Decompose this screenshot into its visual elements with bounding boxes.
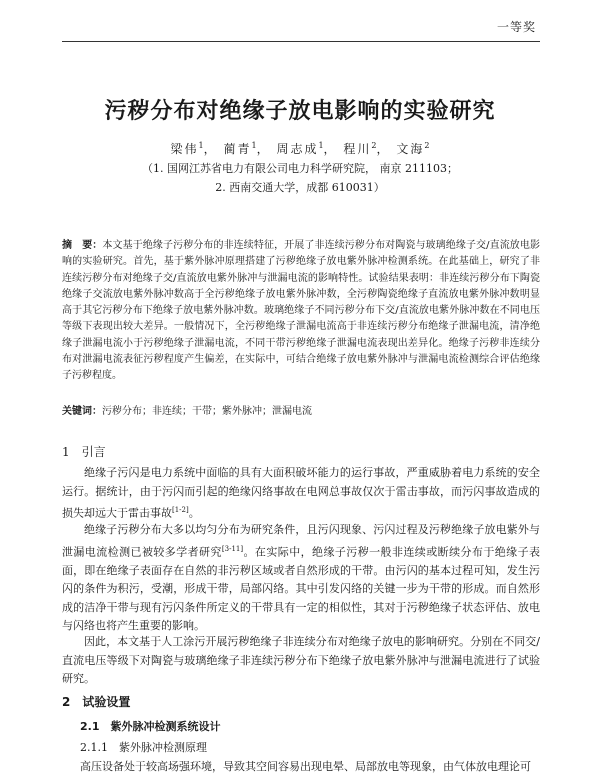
paragraph-text: 绝缘子污闪是电力系统中面临的具有大面积破坏能力的运行事故，严重威胁着电力系统的安全运行。据统计，由于污闪而引起的绝缘闪络事故在电网总事故仅次于雷击事故，而污闪事故造成的损失却远大于雷击事故 [62, 466, 540, 520]
author-affiliation-mark: 2 [424, 141, 430, 150]
author-name: 梁伟 [170, 142, 199, 156]
author-affiliation-mark: 2 [371, 141, 377, 150]
paragraph-text: 绝缘子污秽分布大多以均匀分布为研究条件，且污闪现象、污闪过程及污秽绝缘子放电紫外与泄漏电流检测已被较多学者研究 [62, 523, 540, 559]
citation: [1-2] [172, 506, 189, 514]
paragraph-text: 。 [188, 506, 200, 520]
author-separator: ， [323, 142, 338, 156]
intro-paragraph-2 [62, 521, 540, 636]
affiliation-line: 2. 西南交通大学，成都 610031） [215, 181, 385, 194]
keywords [62, 402, 540, 417]
author-list [0, 140, 600, 157]
affiliation-line: （1. 国网江苏省电力有限公司电力科学研究院， 南京 211103； [142, 162, 458, 175]
author-affiliation-mark: 1 [251, 141, 257, 150]
citation: [3-11] [221, 544, 244, 553]
keywords-text: 污秽分布；非连续；干带；紫外脉冲；泄漏电流 [102, 406, 312, 417]
author-name: 蔺青 [223, 142, 252, 156]
header-rule [62, 41, 540, 42]
paper-title: 污秽分布对绝缘子放电影响的实验研究 [104, 98, 496, 124]
author-name: 程川 [343, 142, 372, 156]
abstract-label: 摘 要： [62, 240, 103, 251]
author-affiliation-mark: 1 [318, 141, 324, 150]
author-separator: ， [203, 142, 218, 156]
paragraph-text: 。在实际中，绝缘子污秽一般非连续或断续分布于绝缘子表面，即在绝缘子表面存在自然的非污秽区域或者自然形成的干带。由污闪的基本过程可知，发生污闪的条件为积污，受潮，形成干带，局部闪络。其中引发闪络的关键一步为干带的形成。而自然形成的洁净干带与现有污闪条件所定义的干带具有一定的相似性，其对于污秽绝缘子状态评估、放电与闪络也将产生重要的影响。 [62, 545, 541, 633]
award-label: 一等奖 [496, 20, 536, 34]
setup-paragraph-1: 高压设备处于较高场强环境，导致其空间容易出现电晕、局部放电等现象，由气体放电理论可 [80, 760, 531, 773]
section-heading-setup: 2 试验设置 [62, 695, 131, 709]
author-name: 文海 [396, 142, 425, 156]
intro-paragraph-3: 因此，本文基于人工涂污开展污秽绝缘子非连续分布对绝缘子放电的影响研究。分别在不同交/直流电压等级下对陶瓷与玻璃绝缘子非连续污秽分布下绝缘子放电紫外脉冲与泄漏电流进行了试验研究。 [62, 635, 540, 685]
author-separator: ， [256, 142, 271, 156]
author-separator: ， [376, 142, 391, 156]
abstract-text: 本文基于绝缘子污秽分布的非连续特征，开展了非连续污秽分布对陶瓷与玻璃绝缘子交/直流放电影响的实验研究。首先，基于紫外脉冲原理搭建了污秽绝缘子放电紫外脉冲检测系统。在此基础上，研究了非连续污秽分布对绝缘子交/直流放电紫外脉冲与泄漏电流的影响特性。试验结果表明：非连续污秽分布下陶瓷绝缘子交流放电紫外脉冲数高于全污秽绝缘子放电紫外脉冲数，全污秽陶瓷绝缘子直流放电紫外脉冲数明显高于其它污秽分布下绝缘子放电紫外脉冲数。玻璃绝缘子不同污秽分布下交/直流放电紫外脉冲数在不同电压等级下表现出较大差异。一般情况下，全污秽绝缘子泄漏电流高于非连续污秽分布绝缘子泄漏电流，清净绝缘子泄漏电流小于污秽绝缘子泄漏电流，不同干带污秽绝缘子泄漏电流表现出差异化。绝缘子污秽非连续分布对泄漏电流表征污秽程度产生偏差，在实际中，可结合绝缘子放电紫外脉冲与泄漏电流检测综合评估绝缘子污秽程度。 [62, 240, 541, 382]
subsubsection-heading: 2.1.1 紫外脉冲检测原理 [80, 741, 207, 754]
intro-paragraph-1 [62, 464, 540, 523]
author-name: 周志成 [276, 142, 319, 156]
author-affiliation-mark: 1 [198, 141, 204, 150]
keywords-label: 关键词： [62, 406, 102, 417]
subsection-heading: 2.1 紫外脉冲检测系统设计 [80, 720, 221, 733]
section-heading-intro: 1 引言 [62, 445, 106, 459]
abstract [62, 238, 540, 385]
